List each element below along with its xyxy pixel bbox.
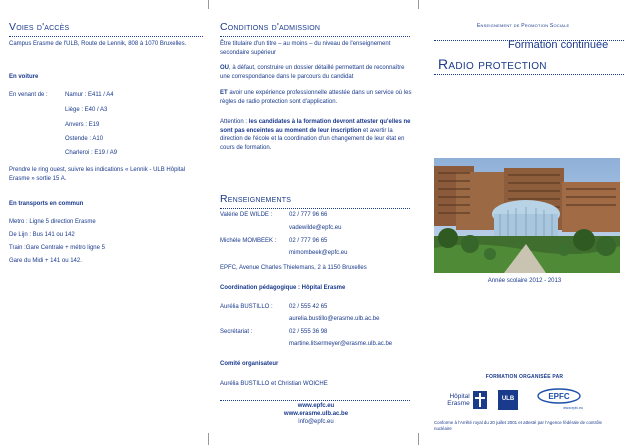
- route-item: Anvers : E19: [65, 122, 100, 128]
- committee-heading: Comité organisateur: [220, 361, 279, 367]
- coord-phone: 02 / 555 42 65: [289, 304, 328, 310]
- ring-text: Prendre le ring ouest, suivre les indications « Lennik - ULB Hôpital Erasme » sortie 15 A.: [9, 167, 186, 182]
- campus-photo: [434, 158, 620, 273]
- transport-item: Metro : Ligne 5 direction Erasme: [9, 219, 96, 225]
- organised-by-label: FORMATION ORGANISÉE PAR: [485, 374, 564, 380]
- coordination-heading: Coordination pédagogique : Hôpital Erasme: [220, 285, 346, 291]
- logo-hopital-text: Hôpital: [449, 392, 470, 400]
- transport-heading: En transports en commun: [9, 201, 84, 207]
- epfc-logo: [533, 388, 585, 412]
- committee-names: Aurélia BUSTILLO et Christian WOICHE: [220, 381, 328, 387]
- panel-cover: [420, 0, 629, 445]
- route-item: Namur : E411 / A4: [65, 92, 114, 98]
- footer-link-epfc[interactable]: www.epfc.eu: [297, 403, 335, 409]
- coord-phone: 02 / 555 36 98: [289, 329, 328, 335]
- condition-1: Être titulaire d'un titre – au moins – du niveau de l'enseignement secondaire supérieur: [220, 41, 391, 56]
- contact-phone: 02 / 777 96 66: [289, 212, 328, 218]
- hopital-erasme-logo: [442, 389, 492, 411]
- attention-note: [220, 118, 412, 153]
- coord-email: aurelia.bustillo@erasme.ulb.ac.be: [289, 316, 380, 322]
- condition-3: [220, 89, 412, 106]
- address-text: Campus Erasme de l'ULB, Route de Lennik, 808 à 1070 Bruxelles.: [9, 41, 187, 47]
- route-item: Ostende : A10: [65, 136, 104, 142]
- car-heading: En voiture: [9, 74, 39, 80]
- cover-subtitle: Formation continuée: [508, 39, 609, 51]
- transport-item: Gare du Midi + 141 ou 142.: [9, 258, 82, 264]
- contact-email: mimombeek@epfc.eu: [289, 250, 348, 256]
- epfc-logo-text: EPFC: [548, 391, 570, 401]
- academic-year: Année scolaire 2012 - 2013: [487, 278, 562, 284]
- conformity-note: Conforme à l'Arrêté royal du 20 juillet 2001 et attesté par l'Agence fédérale de contrôle nucléaire: [434, 420, 602, 431]
- logo-erasme-text: Erasme: [447, 400, 470, 407]
- epfc-logo-url: www.epfc.eu: [563, 406, 583, 411]
- title-rule: [220, 208, 410, 209]
- contact-phone: 02 / 777 96 65: [289, 238, 328, 244]
- condition-2: [220, 64, 412, 81]
- campus-photo-image: [434, 158, 620, 273]
- cover-title: Radio protection: [438, 56, 547, 72]
- title-rule: [220, 36, 410, 37]
- contact-email: vadewilde@epfc.eu: [289, 225, 342, 231]
- condition-3-text: avoir une expérience professionnelle attestée dans un service où les règles de radio protection sont d'application.: [220, 90, 412, 105]
- condition-2-keyword: OU: [220, 65, 229, 71]
- coord-email: martine.litsermeyer@erasme.ulb.ac.be: [289, 341, 393, 347]
- contact-name: Valérie DE WILDE :: [220, 212, 273, 218]
- panel-access: [0, 0, 210, 445]
- epfc-address: EPFC, Avenue Charles Thielemans, 2 à 1150 Bruxelles: [220, 265, 367, 271]
- footer-email[interactable]: info@epfc.eu: [298, 419, 334, 425]
- condition-2-text: , à défaut, construire un dossier détaillé permettant de reconnaître une correspondance dans le parcours du candidat: [220, 65, 405, 80]
- route-item: Liège : E40 / A3: [65, 107, 108, 113]
- coord-name: Secrétariat :: [220, 329, 253, 335]
- section-title-admission: Conditions d'admission: [220, 21, 321, 33]
- footer-link-erasme[interactable]: www.erasme.ulb.ac.be: [283, 411, 349, 417]
- section-title-info: Renseignements: [220, 193, 292, 205]
- transport-item: De Lijn : Bus 141 ou 142: [9, 232, 75, 238]
- panel-admission: [212, 0, 420, 445]
- top-label: Enseignement de Promotion Sociale: [477, 23, 570, 29]
- attention-prefix: Attention :: [220, 119, 249, 125]
- attention-bold: les candidates à la formation devront attester qu'elles ne sont pas enceintes au moment de leur inscription: [220, 119, 411, 134]
- coord-name: Aurélia BUSTILLO :: [220, 304, 273, 310]
- section-title-access: Voies d'accès: [9, 21, 70, 33]
- condition-3-keyword: ET: [220, 90, 228, 96]
- ulb-logo-text: ULB: [501, 396, 515, 403]
- coming-from-label: En venant de :: [9, 92, 48, 98]
- route-item: Charleroi : E19 / A9: [65, 150, 118, 156]
- hopital-cross-icon: [473, 391, 487, 409]
- contact-name: Michèle MOMBEEK :: [220, 238, 277, 244]
- transport-item: Train :Gare Centrale + métro ligne 5: [9, 245, 105, 251]
- footer-rule: [220, 400, 410, 401]
- attention-rest: et avertir la direction de l'école et la coordination d'un changement de leur état en cours de formation.: [220, 127, 405, 152]
- title-rule: [9, 36, 203, 37]
- ulb-logo: [498, 390, 518, 410]
